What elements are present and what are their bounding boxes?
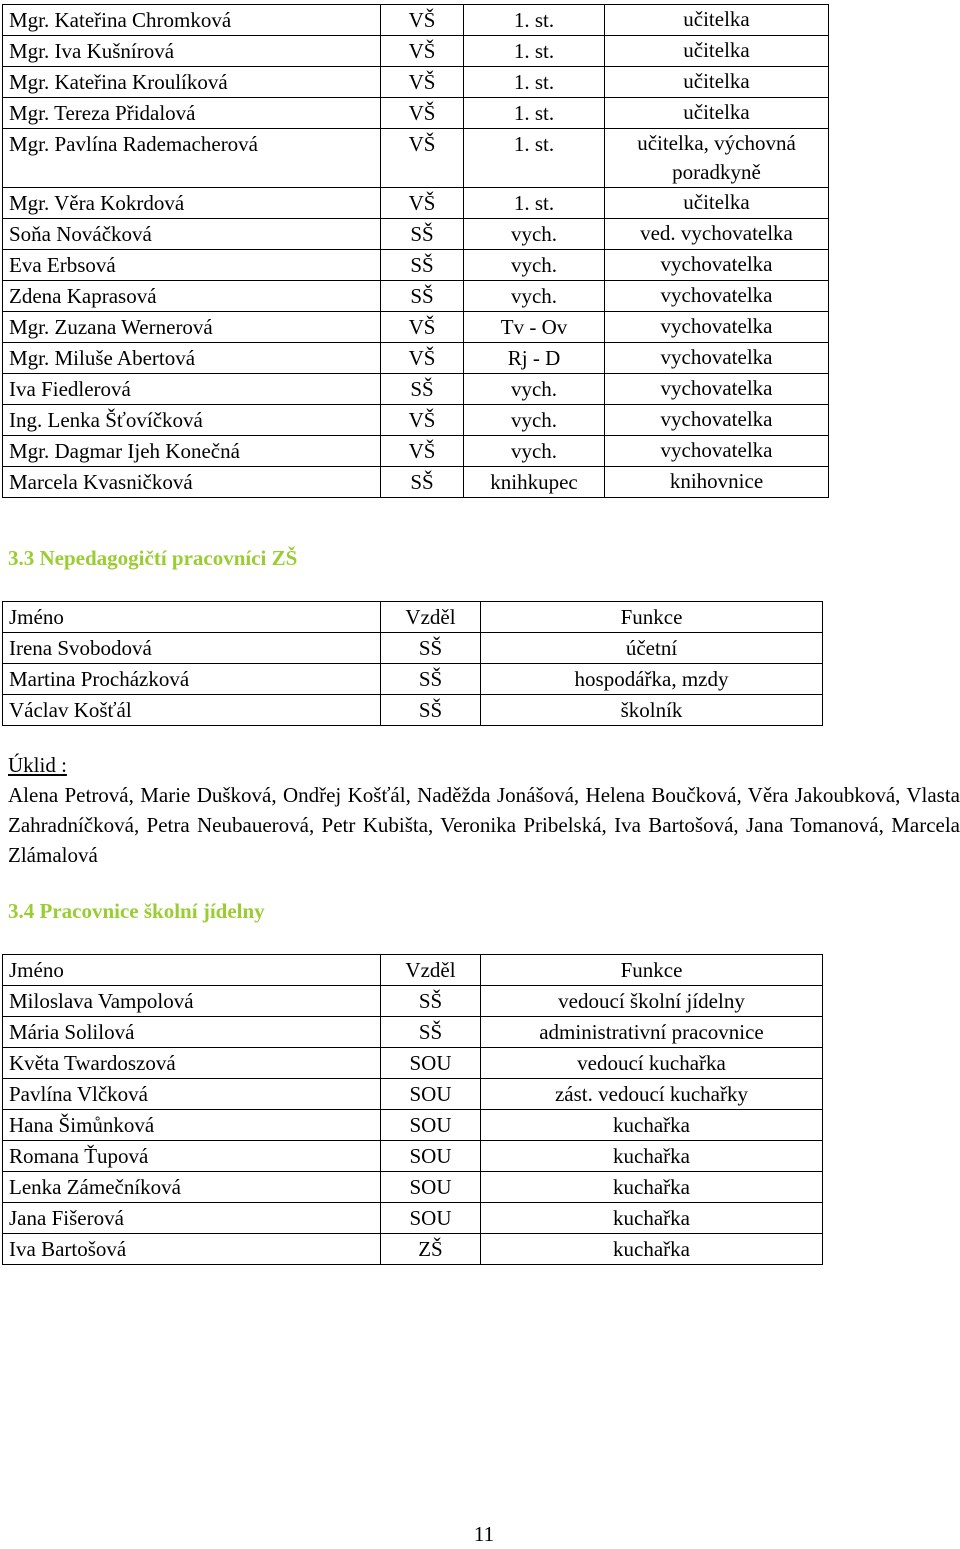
table-row <box>3 1048 823 1079</box>
cell-field: 1. st. <box>464 67 605 98</box>
table-row <box>3 986 823 1017</box>
canteen-table-body <box>3 986 823 1265</box>
section-heading-canteen: 3.4 Pracovnice školní jídelny <box>8 899 265 923</box>
canteen-staff-table <box>2 954 823 1265</box>
cell-function: vychovatelka <box>605 405 829 436</box>
cell-education: VŠ <box>381 436 464 467</box>
cell-field: 1. st. <box>464 188 605 219</box>
cell-name: Soňa Nováčková <box>3 219 381 250</box>
cell-function: vychovatelka <box>605 374 829 405</box>
table-header-row <box>3 602 823 633</box>
column-header-function: Funkce <box>481 602 823 633</box>
cell-field: 1. st. <box>464 129 605 188</box>
table-row <box>3 36 829 67</box>
table-row <box>3 5 829 36</box>
table-row <box>3 1141 823 1172</box>
table-row <box>3 1234 823 1265</box>
cell-education: SŠ <box>381 250 464 281</box>
cell-function: kuchařka <box>481 1110 823 1141</box>
table-row <box>3 1110 823 1141</box>
column-header-education: Vzděl <box>381 955 481 986</box>
table-row <box>3 467 829 498</box>
cell-education: VŠ <box>381 405 464 436</box>
table-row <box>3 664 823 695</box>
cell-education: SŠ <box>381 1017 481 1048</box>
cell-name: Ing. Lenka Šťovíčková <box>3 405 381 436</box>
cell-name: Mgr. Pavlína Rademacherová <box>3 129 381 188</box>
cell-field: vych. <box>464 374 605 405</box>
cell-function: vychovatelka <box>605 436 829 467</box>
cell-education: SŠ <box>381 219 464 250</box>
cell-name: Zdena Kaprasová <box>3 281 381 312</box>
cell-function: knihovnice <box>605 467 829 498</box>
table-row <box>3 1203 823 1234</box>
cell-education: SŠ <box>381 374 464 405</box>
cell-name: Mgr. Iva Kušnírová <box>3 36 381 67</box>
cell-field: vych. <box>464 219 605 250</box>
cell-function: učitelka <box>605 36 829 67</box>
cell-education: SŠ <box>381 633 481 664</box>
table-row <box>3 374 829 405</box>
cell-education: SŠ <box>381 986 481 1017</box>
column-header-function: Funkce <box>481 955 823 986</box>
cell-function: vedoucí školní jídelny <box>481 986 823 1017</box>
cell-field: Rj - D <box>464 343 605 374</box>
nonpedagogical-table-body <box>3 633 823 726</box>
table-row <box>3 129 829 188</box>
staff-table <box>2 4 829 498</box>
cell-function: ved. vychovatelka <box>605 219 829 250</box>
table-header-row <box>3 955 823 986</box>
cell-function: učitelka <box>605 188 829 219</box>
column-header-education: Vzděl <box>381 602 481 633</box>
cell-field: 1. st. <box>464 5 605 36</box>
cell-name: Mgr. Tereza Přidalová <box>3 98 381 129</box>
cleaning-staff-paragraph <box>8 750 960 870</box>
cell-field: vych. <box>464 405 605 436</box>
cell-name: Květa Twardoszová <box>3 1048 381 1079</box>
table-row <box>3 281 829 312</box>
cell-name: Mgr. Kateřina Kroulíková <box>3 67 381 98</box>
nonpedagogical-staff-table <box>2 601 823 726</box>
cell-name: Romana Ťupová <box>3 1141 381 1172</box>
cell-education: SOU <box>381 1110 481 1141</box>
cell-name: Iva Bartošová <box>3 1234 381 1265</box>
table-row <box>3 405 829 436</box>
cell-education: VŠ <box>381 5 464 36</box>
column-header-name: Jméno <box>3 602 381 633</box>
cell-function: vychovatelka <box>605 250 829 281</box>
cell-function: vedoucí kuchařka <box>481 1048 823 1079</box>
cell-education: VŠ <box>381 67 464 98</box>
cell-education: VŠ <box>381 36 464 67</box>
cell-field: vych. <box>464 281 605 312</box>
cell-education: ZŠ <box>381 1234 481 1265</box>
cell-education: VŠ <box>381 188 464 219</box>
table-row <box>3 1017 823 1048</box>
cell-education: VŠ <box>381 343 464 374</box>
cell-education: SOU <box>381 1203 481 1234</box>
table-row <box>3 1172 823 1203</box>
table-row <box>3 695 823 726</box>
cell-function: učitelka <box>605 98 829 129</box>
cell-education: SOU <box>381 1048 481 1079</box>
table-row <box>3 633 823 664</box>
cell-field: 1. st. <box>464 36 605 67</box>
cell-name: Hana Šimůnková <box>3 1110 381 1141</box>
table-row <box>3 343 829 374</box>
table-row <box>3 312 829 343</box>
cell-function: účetní <box>481 633 823 664</box>
cell-name: Mgr. Miluše Abertová <box>3 343 381 374</box>
cell-function: vychovatelka <box>605 281 829 312</box>
cell-function: zást. vedoucí kuchařky <box>481 1079 823 1110</box>
cell-name: Václav Košťál <box>3 695 381 726</box>
cleaning-names: Alena Petrová, Marie Dušková, Ondřej Košťál, Naděžda Jonášová, Helena Boučková, Věra Jakoubková, Vlasta Zahradníčková, Petra Neubauerová, Petr Kubišta, Veronika Pribelská, Iva Bartošová, Jana Tomanová, Marcela Zlámalová <box>8 783 960 867</box>
cell-name: Iva Fiedlerová <box>3 374 381 405</box>
cell-function: kuchařka <box>481 1141 823 1172</box>
cell-field: 1. st. <box>464 98 605 129</box>
cell-education: SŠ <box>381 467 464 498</box>
cell-name: Jana Fišerová <box>3 1203 381 1234</box>
section-heading-nonpedagogical: 3.3 Nepedagogičtí pracovníci ZŠ <box>8 546 298 570</box>
cell-name: Mgr. Zuzana Wernerová <box>3 312 381 343</box>
cell-name: Mgr. Dagmar Ijeh Konečná <box>3 436 381 467</box>
column-header-name: Jméno <box>3 955 381 986</box>
cell-name: Martina Procházková <box>3 664 381 695</box>
cell-education: VŠ <box>381 312 464 343</box>
cell-function: vychovatelka <box>605 343 829 374</box>
cell-education: VŠ <box>381 98 464 129</box>
cell-education: SOU <box>381 1141 481 1172</box>
cell-education: SŠ <box>381 695 481 726</box>
cell-function: školník <box>481 695 823 726</box>
table-row <box>3 250 829 281</box>
staff-table-body <box>3 5 829 498</box>
cell-function: kuchařka <box>481 1203 823 1234</box>
cell-function: kuchařka <box>481 1234 823 1265</box>
cell-education: SOU <box>381 1079 481 1110</box>
cell-education: SŠ <box>381 281 464 312</box>
cell-name: Mgr. Kateřina Chromková <box>3 5 381 36</box>
cell-field: vych. <box>464 436 605 467</box>
cell-field: knihkupec <box>464 467 605 498</box>
table-row <box>3 98 829 129</box>
cell-function: učitelka <box>605 5 829 36</box>
cell-name: Pavlína Vlčková <box>3 1079 381 1110</box>
cell-function: učitelka <box>605 67 829 98</box>
table-row <box>3 1079 823 1110</box>
cell-field: vych. <box>464 250 605 281</box>
cleaning-label: Úklid : <box>8 753 67 777</box>
cell-education: SŠ <box>381 664 481 695</box>
cell-function: kuchařka <box>481 1172 823 1203</box>
table-row <box>3 188 829 219</box>
page-number: 11 <box>473 1522 495 1546</box>
cell-name: Irena Svobodová <box>3 633 381 664</box>
cell-function: hospodářka, mzdy <box>481 664 823 695</box>
cell-function: administrativní pracovnice <box>481 1017 823 1048</box>
cell-name: Miloslava Vampolová <box>3 986 381 1017</box>
cell-function: vychovatelka <box>605 312 829 343</box>
cell-education: VŠ <box>381 129 464 188</box>
cell-name: Eva Erbsová <box>3 250 381 281</box>
cell-name: Mária Solilová <box>3 1017 381 1048</box>
table-row <box>3 436 829 467</box>
table-row <box>3 219 829 250</box>
cell-name: Marcela Kvasničková <box>3 467 381 498</box>
cell-function: učitelka, výchovná poradkyně <box>605 129 829 188</box>
cell-field: Tv - Ov <box>464 312 605 343</box>
table-row <box>3 67 829 98</box>
cell-education: SOU <box>381 1172 481 1203</box>
cell-name: Lenka Zámečníková <box>3 1172 381 1203</box>
cell-name: Mgr. Věra Kokrdová <box>3 188 381 219</box>
